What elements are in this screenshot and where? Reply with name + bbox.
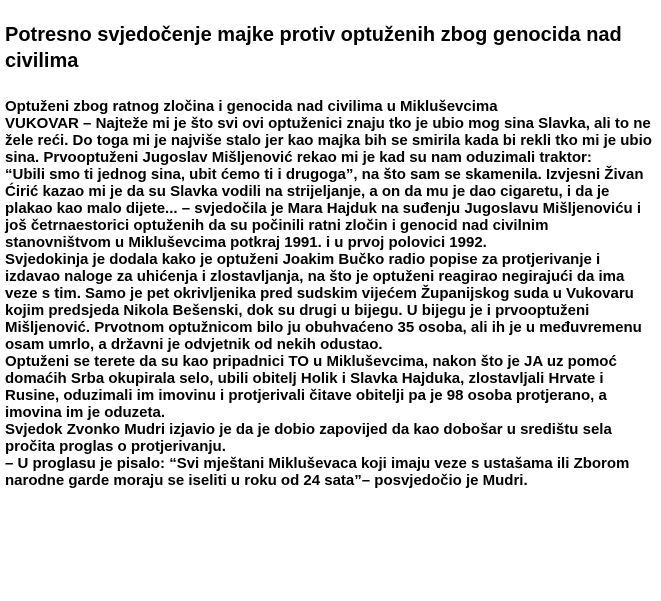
article-lead: Optuženi zbog ratnog zločina i genocida nad civilima u Mikluševcima (5, 98, 498, 115)
article-paragraph: Optuženi se terete da su kao pripadnici TO u Mikluševcima, nakon što je JA uz pomoć domaćih Srba okupirala selo, ubili obitelj Holik i Slavka Hajduka, zlostavljali Hrvate i Rusine, oduzimali im imovinu i protjerivali čitave obitelji pa je 98 osoba protjerano, a imovina im je oduzeta. (5, 353, 617, 421)
article-headline: Potresno svjedočenje majke protiv optuženih zbog genocida nad civilima (5, 24, 622, 72)
article-paragraph: Svjedok Zvonko Mudri izjavio je da je dobio zapovijed da kao dobošar u središtu sela pročita proglas o protjerivanju. (5, 421, 612, 455)
article-paragraph: – U proglasu je pisalo: “Svi mještani Mikluševaca koji imaju veze s ustašama ili Zborom narodne garde moraju se iseliti u roku od 24 sata”– posvjedočio je Mudri. (5, 455, 630, 489)
article-paragraph: “Ubili smo ti jednog sina, ubit ćemo ti i drugoga”, na što sam se skamenila. Izvjesni Živan Ćirić kazao mi je da su Slavka vodili na strijeljanje, a on da mu je dao cigaretu, i da je plakao kao malo dijete... – svjedočila je Mara Hajduk na suđenju Jugoslavu Mišljenoviću i još četrnaestorici optuženih da su počinili ratni zločin i genocid nad civilnim stanovništvom u Mikluševcima potkraj 1991. i u prvoj polovici 1992. (5, 166, 644, 251)
article-paragraph: VUKOVAR – Najteže mi je što svi ovi optuženici znaju tko je ubio mog sina Slavka, ali to ne žele reći. Do toga mi je najviše stalo jer kao majka bih se smirila kada bi rekli tko mi je ubio sina. Prvooptuženi Jugoslav Mišljenović rekao mi je kad su nam oduzimali traktor: (5, 115, 652, 166)
article-paragraph: Svjedokinja je dodala kako je optuženi Joakim Bučko radio popise za protjerivanje i izdavao naloge za uhićenja i zlostavljanja, na što je optuženi reagirao negirajući da ima veze s tim. Samo je pet okrivljenika pred sudskim vijećem Županijskog suda u Vukovaru kojim predsjeda Nikola Bešenski, dok su drugi u bijegu. U bijegu je i prvooptuženi Mišljenović. Prvotnom optužnicom bilo ju obuhvaćeno 35 osoba, ali ih je u međuvremenu osam umrlo, a državni je odvjetnik od nekih odustao. (5, 251, 642, 353)
article (5, 22, 657, 489)
article-body (5, 98, 657, 489)
